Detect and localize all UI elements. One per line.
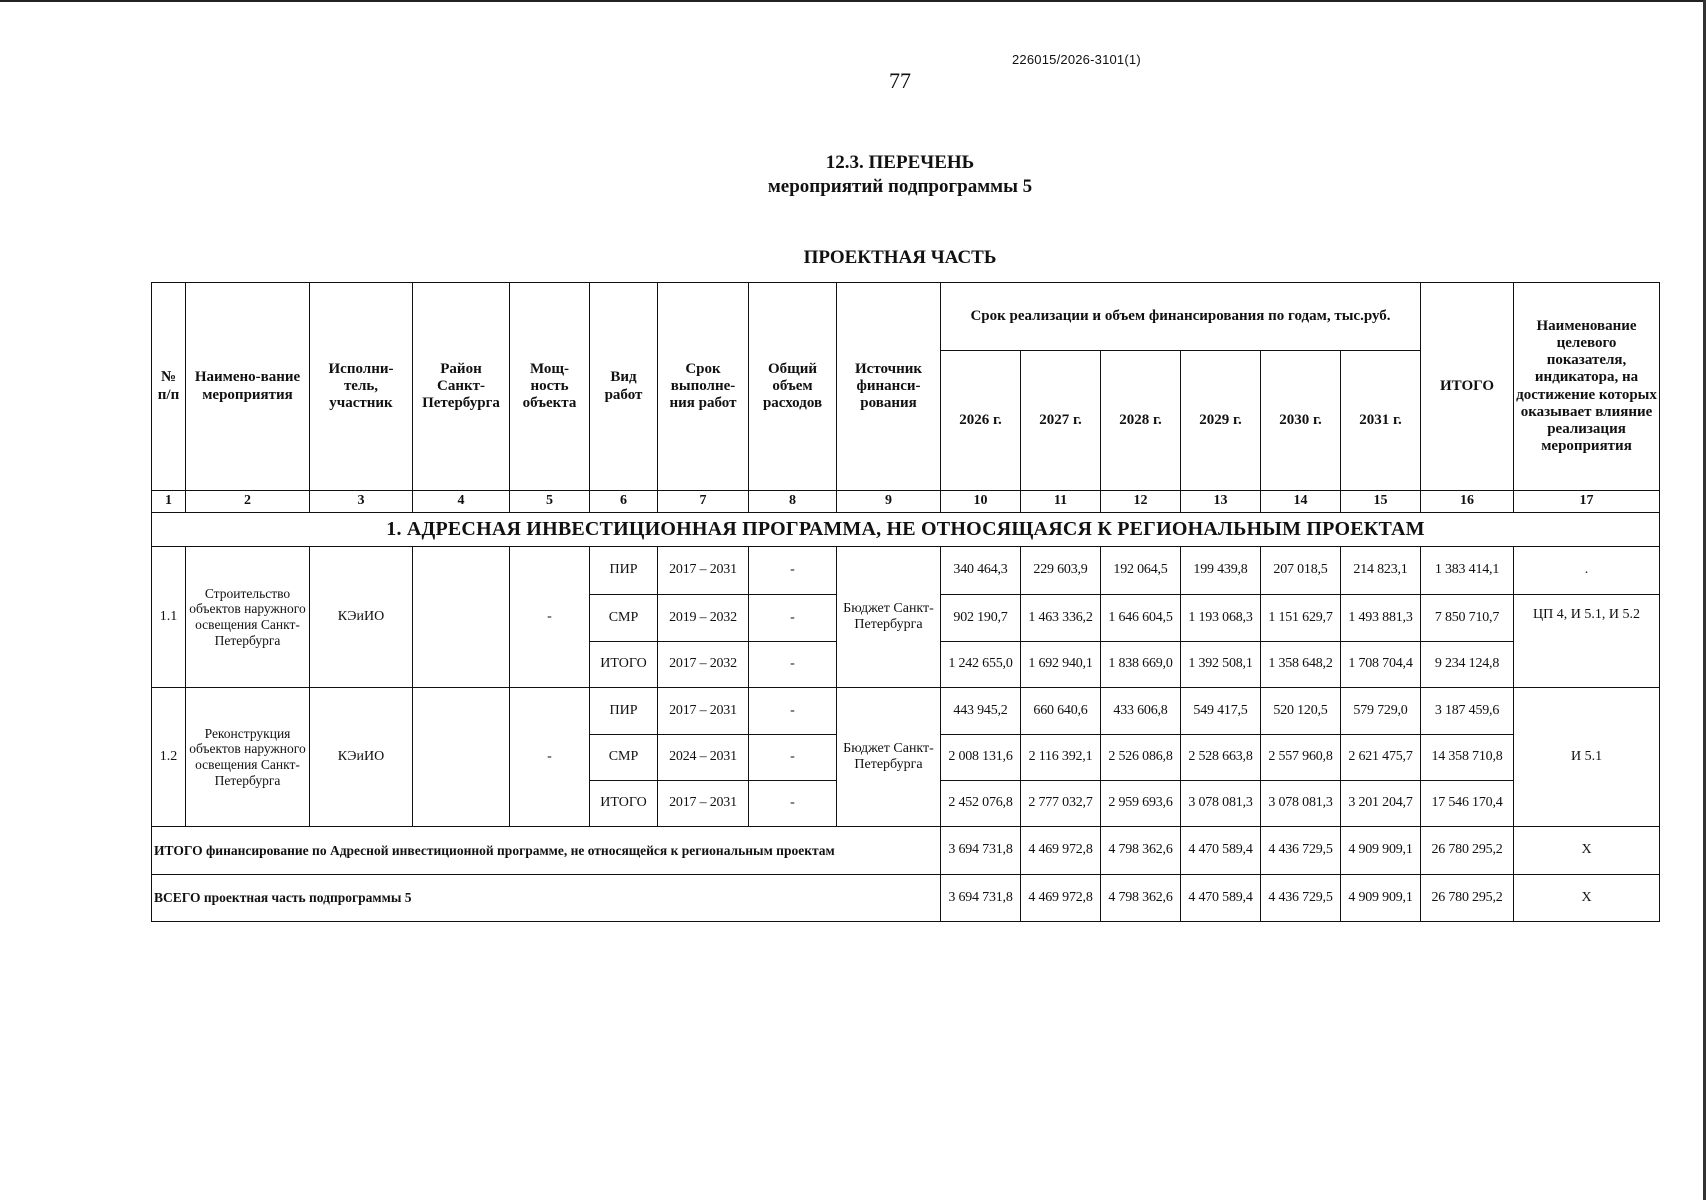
work-type: СМР — [590, 595, 658, 642]
item-executor: КЭиИО — [310, 547, 413, 688]
header-work-type: Вид работ — [590, 283, 658, 491]
item-executor: КЭиИО — [310, 688, 413, 827]
header-years-group: Срок реализации и объем финансирования по годам, тыс.руб. — [941, 283, 1421, 351]
work-period: 2017 – 2031 — [658, 547, 749, 595]
item-capacity: - — [510, 688, 590, 827]
total-year-value: 3 694 731,8 — [941, 875, 1021, 922]
year-value: 192 064,5 — [1101, 547, 1181, 595]
work-type: ПИР — [590, 547, 658, 595]
year-value: 1 463 336,2 — [1021, 595, 1101, 642]
column-number: 1 — [152, 491, 186, 513]
column-number: 2 — [186, 491, 310, 513]
column-numbers-row — [152, 491, 1660, 513]
year-value: 2 116 392,1 — [1021, 735, 1101, 781]
work-period: 2019 – 2032 — [658, 595, 749, 642]
year-value: 1 392 508,1 — [1181, 642, 1261, 688]
item-indicator: И 5.1 — [1514, 688, 1660, 827]
document-id: 226015/2026-3101(1) — [1012, 52, 1141, 67]
year-value: 3 201 204,7 — [1341, 781, 1421, 827]
work-period: 2017 – 2031 — [658, 688, 749, 735]
column-number: 9 — [837, 491, 941, 513]
total-label: ИТОГО финансирование по Адресной инвестиционной программе, не относящейся к региональным проектам — [152, 827, 941, 875]
total-itogo-value: 26 780 295,2 — [1421, 827, 1514, 875]
year-value: 3 078 081,3 — [1261, 781, 1341, 827]
total-cost: - — [749, 781, 837, 827]
item-district — [413, 688, 510, 827]
year-value: 1 242 655,0 — [941, 642, 1021, 688]
total-cost: - — [749, 688, 837, 735]
header-executor: Исполни-тель, участник — [310, 283, 413, 491]
year-value: 1 151 629,7 — [1261, 595, 1341, 642]
total-itogo-value: 26 780 295,2 — [1421, 875, 1514, 922]
header-year: 2031 г. — [1341, 351, 1421, 491]
year-value: 199 439,8 — [1181, 547, 1261, 595]
work-period: 2017 – 2031 — [658, 781, 749, 827]
header-period: Срок выполне-ния работ — [658, 283, 749, 491]
year-value: 340 464,3 — [941, 547, 1021, 595]
item-name: Строительство объектов наружного освещения Санкт-Петербурга — [186, 547, 310, 688]
year-value: 1 493 881,3 — [1341, 595, 1421, 642]
column-number: 14 — [1261, 491, 1341, 513]
funding-source: Бюджет Санкт-Петербурга — [837, 688, 941, 827]
total-year-value: 4 436 729,5 — [1261, 827, 1341, 875]
year-value: 214 823,1 — [1341, 547, 1421, 595]
measures-table — [151, 282, 1660, 922]
item-capacity: - — [510, 547, 590, 688]
year-value: 520 120,5 — [1261, 688, 1341, 735]
year-value: 660 640,6 — [1021, 688, 1101, 735]
year-value: 2 528 663,8 — [1181, 735, 1261, 781]
header-year: 2026 г. — [941, 351, 1021, 491]
year-value: 2 777 032,7 — [1021, 781, 1101, 827]
year-value: 3 078 081,3 — [1181, 781, 1261, 827]
header-total-cost: Общий объем расходов — [749, 283, 837, 491]
item-indicator: ЦП 4, И 5.1, И 5.2 — [1514, 595, 1660, 688]
part-title: ПРОЕКТНАЯ ЧАСТЬ — [803, 247, 997, 268]
total-year-value: 4 470 589,4 — [1181, 875, 1261, 922]
total-year-value: 4 470 589,4 — [1181, 827, 1261, 875]
year-value: 1 358 648,2 — [1261, 642, 1341, 688]
header-year: 2027 г. — [1021, 351, 1101, 491]
column-number: 13 — [1181, 491, 1261, 513]
column-number: 6 — [590, 491, 658, 513]
grand-total-row — [152, 875, 1660, 922]
section-title: 1. АДРЕСНАЯ ИНВЕСТИЦИОННАЯ ПРОГРАММА, НЕ ОТНОСЯЩАЯСЯ К РЕГИОНАЛЬНЫМ ПРОЕКТАМ — [152, 513, 1660, 547]
column-number: 16 — [1421, 491, 1514, 513]
total-year-value: 3 694 731,8 — [941, 827, 1021, 875]
year-value: 433 606,8 — [1101, 688, 1181, 735]
total-cost: - — [749, 547, 837, 595]
column-number: 7 — [658, 491, 749, 513]
page-number: 77 — [889, 68, 911, 93]
work-period: 2017 – 2032 — [658, 642, 749, 688]
header-itogo: ИТОГО — [1421, 283, 1514, 491]
year-value: 2 008 131,6 — [941, 735, 1021, 781]
list-subtitle: мероприятий подпрограммы 5 — [767, 176, 1033, 197]
column-number: 5 — [510, 491, 590, 513]
itogo-value: 7 850 710,7 — [1421, 595, 1514, 642]
year-value: 902 190,7 — [941, 595, 1021, 642]
itogo-value: 3 187 459,6 — [1421, 688, 1514, 735]
total-row — [152, 827, 1660, 875]
item-district — [413, 547, 510, 688]
column-number: 11 — [1021, 491, 1101, 513]
year-value: 2 621 475,7 — [1341, 735, 1421, 781]
column-number: 4 — [413, 491, 510, 513]
table-row — [152, 688, 1660, 735]
item-number: 1.2 — [152, 688, 186, 827]
column-number: 12 — [1101, 491, 1181, 513]
column-number: 17 — [1514, 491, 1660, 513]
column-number: 3 — [310, 491, 413, 513]
work-type: ИТОГО — [590, 781, 658, 827]
year-value: 1 838 669,0 — [1101, 642, 1181, 688]
year-value: 207 018,5 — [1261, 547, 1341, 595]
total-year-value: 4 798 362,6 — [1101, 827, 1181, 875]
year-value: 2 452 076,8 — [941, 781, 1021, 827]
header-year: 2029 г. — [1181, 351, 1261, 491]
total-indicator: X — [1514, 875, 1660, 922]
indicator-top-mark: . — [1514, 547, 1660, 595]
year-value: 1 708 704,4 — [1341, 642, 1421, 688]
year-value: 1 646 604,5 — [1101, 595, 1181, 642]
total-year-value: 4 909 909,1 — [1341, 827, 1421, 875]
year-value: 1 193 068,3 — [1181, 595, 1261, 642]
year-value: 549 417,5 — [1181, 688, 1261, 735]
year-value: 443 945,2 — [941, 688, 1021, 735]
total-year-value: 4 909 909,1 — [1341, 875, 1421, 922]
column-number: 10 — [941, 491, 1021, 513]
list-title: 12.3. ПЕРЕЧЕНЬ — [825, 152, 975, 173]
total-year-value: 4 798 362,6 — [1101, 875, 1181, 922]
total-year-value: 4 436 729,5 — [1261, 875, 1341, 922]
year-value: 229 603,9 — [1021, 547, 1101, 595]
scan-border-top — [0, 0, 1706, 2]
total-indicator: X — [1514, 827, 1660, 875]
total-year-value: 4 469 972,8 — [1021, 827, 1101, 875]
total-cost: - — [749, 642, 837, 688]
itogo-value: 17 546 170,4 — [1421, 781, 1514, 827]
header-num: № п/п — [152, 283, 186, 491]
section-row — [152, 513, 1660, 547]
total-year-value: 4 469 972,8 — [1021, 875, 1101, 922]
work-type: ПИР — [590, 688, 658, 735]
header-capacity: Мощ-ность объекта — [510, 283, 590, 491]
header-source: Источник финанси-рования — [837, 283, 941, 491]
total-cost: - — [749, 735, 837, 781]
funding-source: Бюджет Санкт-Петербурга — [837, 547, 941, 688]
itogo-value: 1 383 414,1 — [1421, 547, 1514, 595]
item-number: 1.1 — [152, 547, 186, 688]
itogo-value: 14 358 710,8 — [1421, 735, 1514, 781]
grand-total-label: ВСЕГО проектная часть подпрограммы 5 — [152, 875, 941, 922]
item-name: Реконструкция объектов наружного освещения Санкт-Петербурга — [186, 688, 310, 827]
work-period: 2024 – 2031 — [658, 735, 749, 781]
column-number: 15 — [1341, 491, 1421, 513]
year-value: 1 692 940,1 — [1021, 642, 1101, 688]
work-type: ИТОГО — [590, 642, 658, 688]
work-type: СМР — [590, 735, 658, 781]
year-value: 579 729,0 — [1341, 688, 1421, 735]
header-row-1 — [152, 283, 1660, 351]
header-year: 2028 г. — [1101, 351, 1181, 491]
year-value: 2 557 960,8 — [1261, 735, 1341, 781]
itogo-value: 9 234 124,8 — [1421, 642, 1514, 688]
year-value: 2 959 693,6 — [1101, 781, 1181, 827]
table-row — [152, 547, 1660, 595]
header-district: Район Санкт-Петербурга — [413, 283, 510, 491]
year-value: 2 526 086,8 — [1101, 735, 1181, 781]
header-name: Наимено-вание мероприятия — [186, 283, 310, 491]
header-year: 2030 г. — [1261, 351, 1341, 491]
column-number: 8 — [749, 491, 837, 513]
header-indicator: Наименование целевого показателя, индикатора, на достижение которых оказывает влияние реализация мероприятия — [1514, 283, 1660, 491]
total-cost: - — [749, 595, 837, 642]
